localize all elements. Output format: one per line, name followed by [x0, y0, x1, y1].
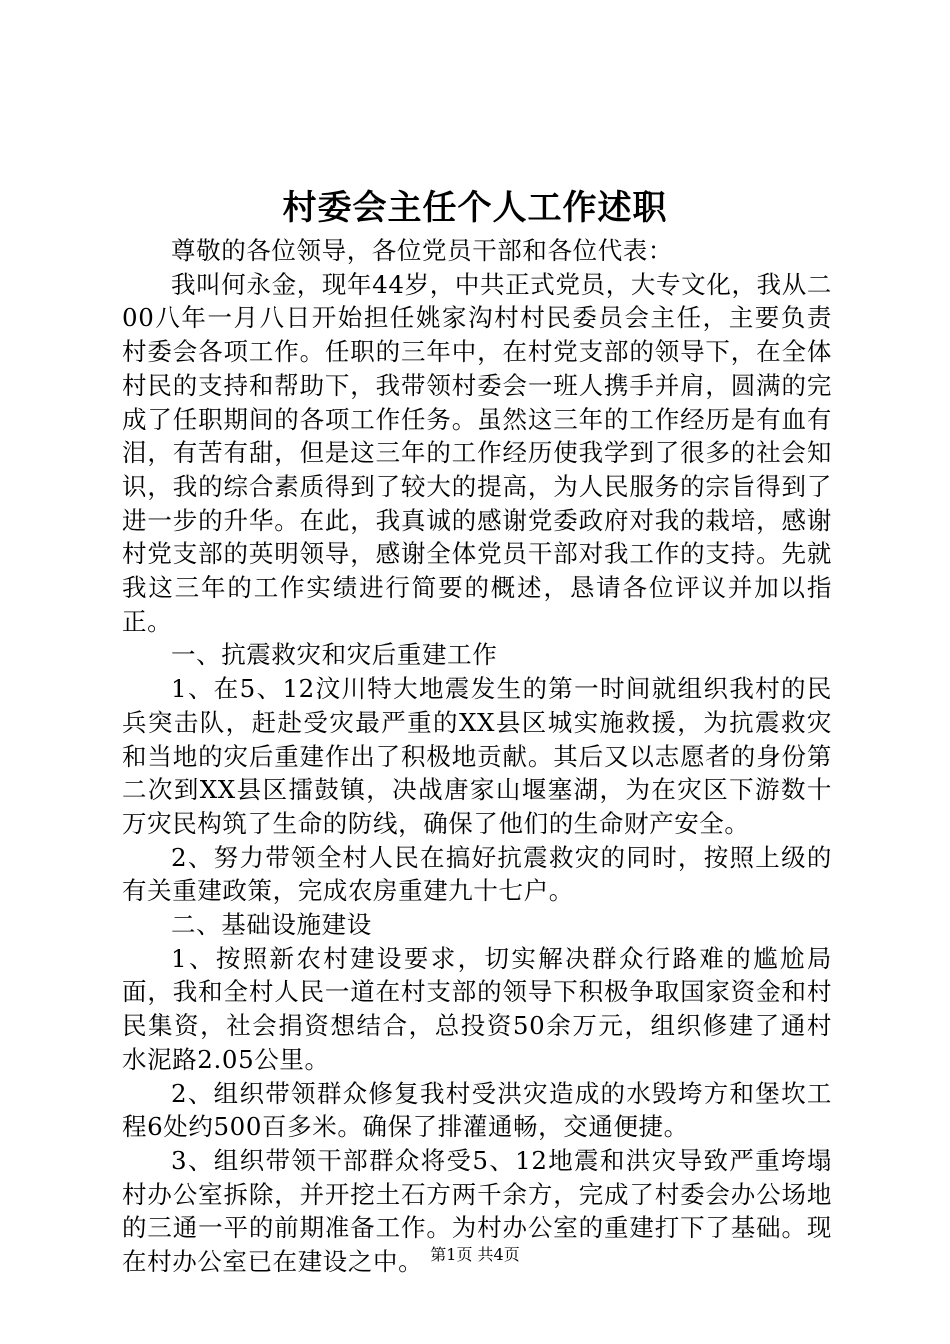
paragraph-infrastructure-item-2: 2、组织带领群众修复我村受洪灾造成的水毁垮方和堡坎工程6处约500百多米。确保了排灌通畅，交通便捷。 — [122, 1078, 832, 1142]
document-body — [122, 234, 832, 1279]
section-heading-earthquake-relief: 一、抗震救灾和灾后重建工作 — [171, 640, 498, 670]
paragraph-introduction: 我叫何永金，现年44岁，中共正式党员，大专文化，我从二00八年一月八日开始担任姚家沟村村民委员会主任，主要负责村委会各项工作。任职的三年中，在村党支部的领导下，在全体村民的支持和帮助下，我带领村委会一班人携手并肩，圆满的完成了任职期间的各项工作任务。虽然这三年的工作经历是有血有泪，有苦有甜，但是这三年的工作经历使我学到了很多的社会知识，我的综合素质得到了较大的提高，为人民服务的宗旨得到了进一步的升华。在此，我真诚的感谢党委政府对我的栽培，感谢村党支部的英明领导，感谢全体党员干部对我工作的支持。先就我这三年的工作实绩进行简要的概述，恳请各位评议并加以指正。 — [122, 269, 832, 636]
paragraph-infrastructure-item-3: 3、组织带领干部群众将受5、12地震和洪灾导致严重垮塌村办公室拆除，并开挖土石方两千余方，完成了村委会办公场地的三通一平的前期准备工作。为村办公室的重建打下了基础。现在村办公室已在建设之中。 — [122, 1145, 832, 1277]
section-heading-infrastructure: 二、基础设施建设 — [171, 910, 372, 940]
page-number-footer: 第1页 共4页 — [430, 1245, 520, 1264]
paragraph-earthquake-item-2: 2、努力带领全村人民在搞好抗震救灾的同时，按照上级的有关重建政策，完成农房重建九十七户。 — [122, 842, 832, 906]
paragraph-earthquake-item-1: 1、在5、12汶川特大地震发生的第一时间就组织我村的民兵突击队，赶赴受灾最严重的XX县区城实施救援，为抗震救灾和当地的灾后重建作出了积极地贡献。其后又以志愿者的身份第二次到XX县区擂鼓镇，决战唐家山堰塞湖，为在灾区下游数十万灾民构筑了生命的防线，确保了他们的生命财产安全。 — [122, 674, 832, 838]
paragraph-salutation: 尊敬的各位领导，各位党员干部和各位代表： — [171, 236, 673, 265]
document-title: 村委会主任个人工作述职 — [282, 188, 668, 228]
paragraph-infrastructure-item-1: 1、按照新农村建设要求，切实解决群众行路难的尴尬局面，我和全村人民一道在村支部的领导下积极争取国家资金和村民集资，社会捐资想结合，总投资50余万元，组织修建了通村水泥路2.05公里。 — [122, 943, 832, 1074]
